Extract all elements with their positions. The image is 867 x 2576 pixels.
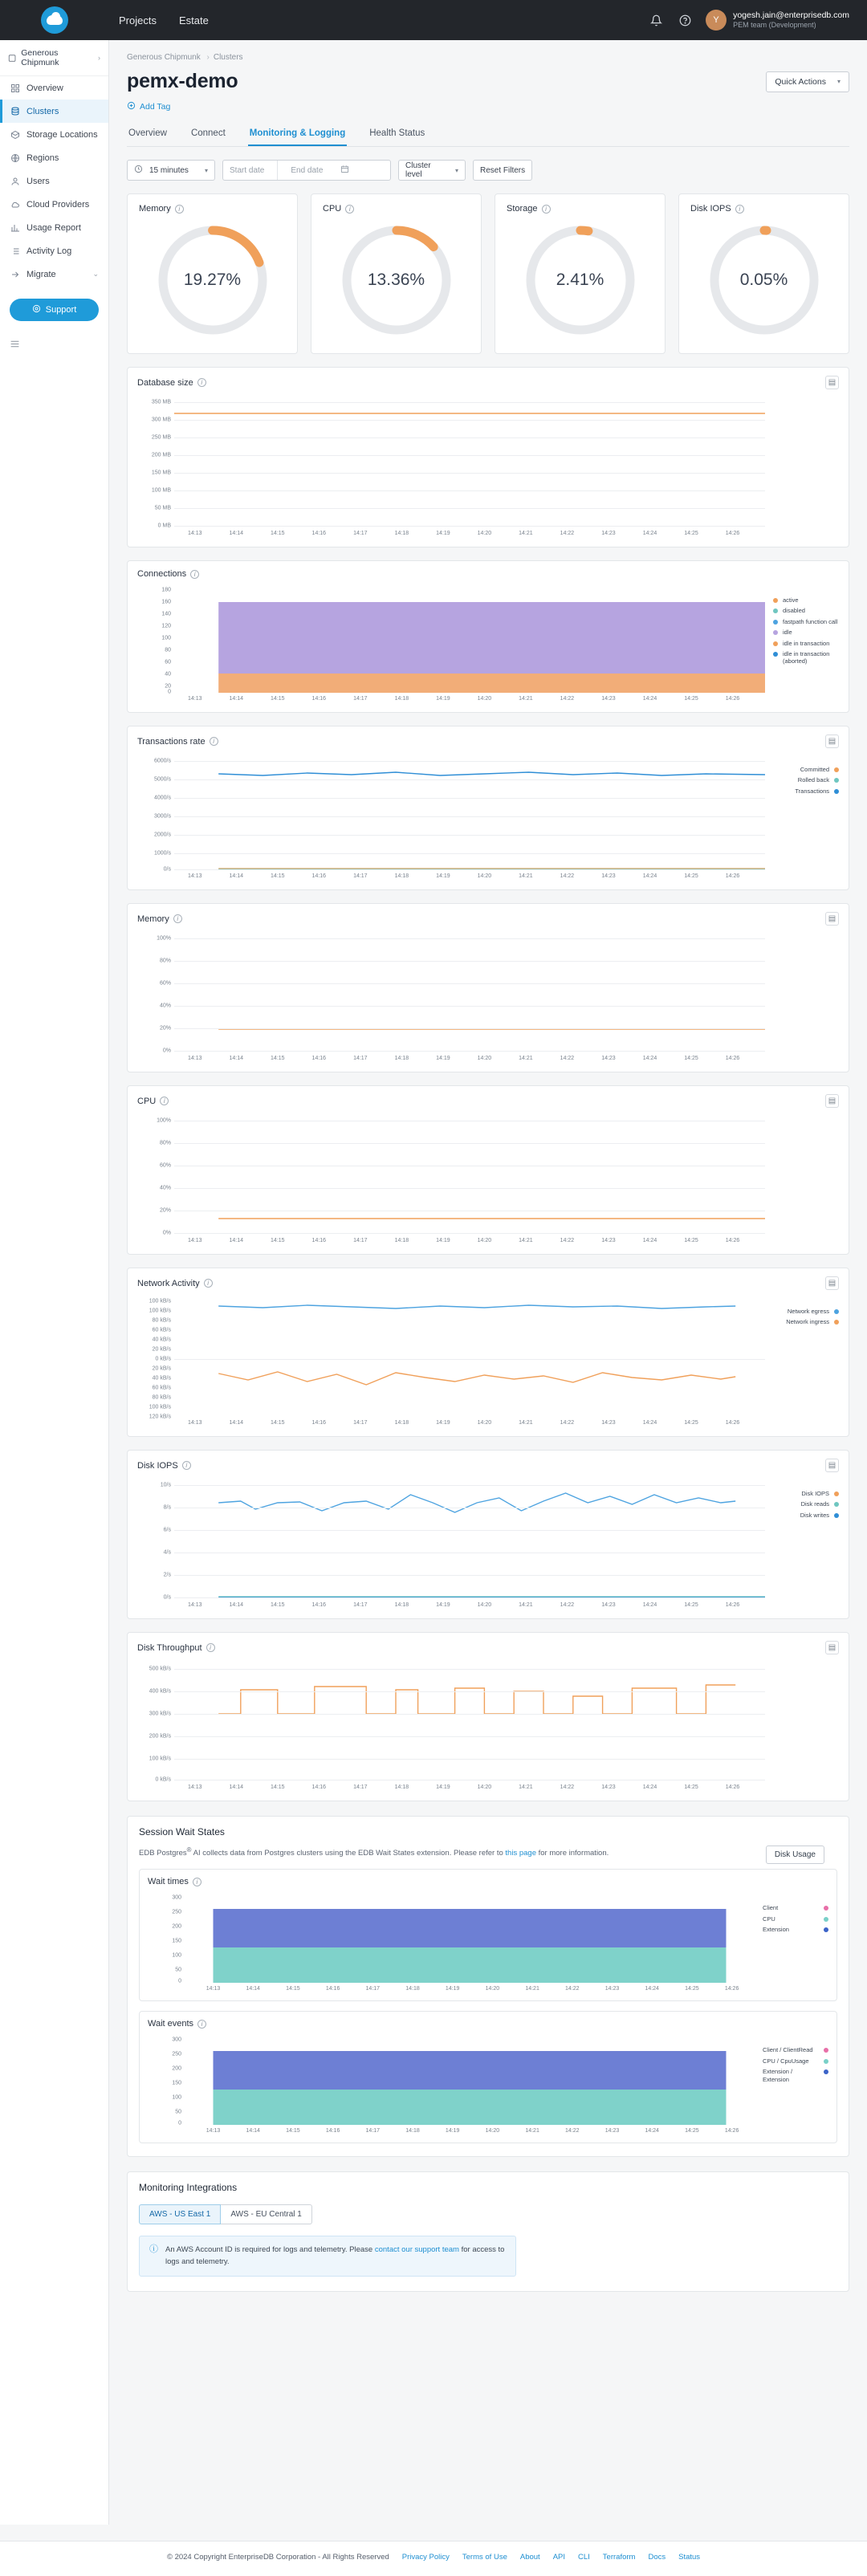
edb-cloud-logo-icon[interactable]: [0, 0, 109, 40]
lifebuoy-icon: [32, 304, 41, 315]
panel-cpu: [127, 1085, 849, 1255]
gauge-value: 13.36%: [367, 271, 425, 289]
plot-grid: [174, 1114, 765, 1235]
gauge-value: 2.41%: [556, 271, 604, 289]
plot-grid: [174, 1479, 765, 1599]
subpanel-wait-times: [139, 1869, 837, 2001]
x-axis: 14:13 14:14 14:15 14:16 14:17 14:18 14:19 14:20 14:21 14:22 14:23 14:24 14:25 14:26: [187, 1420, 740, 1426]
y-axis: 300 250 200 150 100 50 0: [172, 1894, 181, 1984]
gauge-title: Disk IOPS: [690, 204, 731, 214]
tab-bar: [127, 124, 849, 147]
top-nav: [119, 14, 209, 26]
sidebar-item-activity-log[interactable]: [0, 239, 108, 262]
cluster-level-value: Cluster level: [405, 161, 431, 179]
database-icon: [10, 106, 20, 116]
gauge-dial: [704, 220, 824, 340]
gauge-title: CPU: [323, 204, 342, 214]
sidebar-item-label: Cloud Providers: [26, 199, 90, 210]
sidebar-item-label: Users: [26, 176, 50, 186]
sidebar-item-clusters[interactable]: [0, 100, 108, 123]
sidebar-item-migrate[interactable]: [0, 262, 108, 286]
help-circle-icon[interactable]: [677, 12, 693, 28]
chart-icon: [10, 222, 20, 233]
gauge-dial: [336, 220, 457, 340]
sidebar-collapse-toggle[interactable]: [0, 334, 108, 356]
legend: [765, 932, 839, 1065]
panel-title: Disk Throughput: [137, 1642, 202, 1653]
gauge-title: Storage: [507, 204, 538, 214]
info-icon[interactable]: i: [345, 205, 354, 214]
desc-pre: EDB Postgres: [139, 1849, 187, 1858]
gauge-card-disk-iops: [678, 193, 849, 354]
add-tag-label: Add Tag: [140, 102, 171, 112]
page-title-row: [127, 70, 849, 93]
sidebar-item-storage-locations[interactable]: [0, 123, 108, 146]
notice-post: for access to logs and telemetry.: [165, 2245, 505, 2266]
panel-title: CPU: [137, 1096, 157, 1106]
page-footer: [0, 2541, 867, 2576]
y-axis: 6000/s 5000/s 4000/s 3000/s 2000/s 1000/s 0/s: [153, 758, 171, 873]
legend-item: fastpath function call: [773, 618, 839, 625]
breadcrumb: [127, 53, 849, 62]
filter-bar: [127, 160, 849, 181]
y-axis: 100% 80% 60% 40% 20% 0%: [157, 935, 171, 1054]
legend: [765, 1296, 839, 1430]
panel-monitoring-integrations: [127, 2171, 849, 2292]
info-icon[interactable]: i: [182, 1461, 191, 1470]
chevron-down-icon: ▾: [454, 166, 458, 174]
tab-health-status[interactable]: Health Status: [369, 128, 425, 138]
tab-monitoring-and-logging[interactable]: Monitoring & Logging: [248, 124, 347, 146]
add-tag-button[interactable]: [127, 101, 849, 112]
gauge-card-memory: [127, 193, 298, 354]
sidebar-item-overview[interactable]: [0, 76, 108, 100]
series-line: [174, 1114, 765, 1235]
clock-icon: [134, 165, 143, 176]
panel-title: Transactions rate: [137, 736, 206, 747]
gauge-value: 0.05%: [739, 271, 788, 289]
end-date-field[interactable]: [284, 161, 356, 180]
gauge-dial: [153, 220, 273, 340]
panel-disk-throughput: [127, 1632, 849, 1801]
panel-title: Memory: [137, 914, 169, 924]
legend-item: Network ingress: [773, 1318, 839, 1325]
support-label: Support: [45, 305, 77, 315]
panel-database-size: [127, 367, 849, 547]
avatar: Y: [706, 10, 727, 31]
x-axis: 14:13 14:14 14:15 14:16 14:17 14:18 14:19 14:20 14:21 14:22 14:23 14:24 14:25 14:26: [187, 696, 740, 702]
legend-item: active: [773, 596, 839, 604]
gauge-card-storage: [495, 193, 666, 354]
footer-link-docs[interactable]: Docs: [648, 2553, 666, 2562]
panel-memory: [127, 903, 849, 1072]
panel-menu-button[interactable]: ▤: [825, 376, 839, 389]
sidebar-item-label: Activity Log: [26, 246, 72, 256]
y-axis: 350 MB 300 MB 250 MB 200 MB 150 MB 100 MB 50 MB 0 MB: [151, 399, 171, 529]
plot-grid: [185, 1893, 755, 1983]
session-wait-states-title: Session Wait States: [139, 1826, 225, 1837]
x-axis: 14:13 14:14 14:15 14:16 14:17 14:18 14:19 14:20 14:21 14:22 14:23 14:24 14:25 14:26: [206, 1986, 739, 1992]
legend: [765, 396, 839, 540]
x-axis: 14:13 14:14 14:15 14:16 14:17 14:18 14:19 14:20 14:21 14:22 14:23 14:24 14:25 14:26: [187, 1056, 740, 1061]
plot-grid: [174, 396, 765, 527]
info-icon[interactable]: i: [204, 1279, 213, 1288]
legend-item: Disk writes: [773, 1512, 839, 1519]
grid-icon: [10, 83, 20, 93]
info-icon: ⓘ: [149, 2244, 158, 2255]
footer-link-terraform[interactable]: Terraform: [602, 2553, 636, 2562]
aws-account-notice: [139, 2236, 516, 2277]
tab-connect[interactable]: Connect: [190, 128, 226, 138]
end-date-placeholder: End date: [291, 165, 324, 175]
start-date-placeholder: Start date: [230, 165, 265, 175]
user-icon: [10, 176, 20, 186]
gauge-row: [127, 193, 849, 354]
chevron-down-icon: ▾: [204, 166, 208, 174]
footer-link-status[interactable]: Status: [678, 2553, 701, 2562]
sidebar-org-selector[interactable]: [0, 40, 108, 76]
disk-usage-button[interactable]: Disk Usage: [766, 1846, 824, 1864]
panel-title: Network Activity: [137, 1278, 200, 1288]
panel-session-wait-states: [127, 1816, 849, 2157]
y-axis: 180 160 140 120 100 80 60 40 20 0: [161, 587, 171, 695]
panel-menu-button[interactable]: ▤: [825, 1641, 839, 1654]
support-team-link[interactable]: contact our support team: [374, 2245, 459, 2255]
x-axis: 14:13 14:14 14:15 14:16 14:17 14:18 14:19 14:20 14:21 14:22 14:23 14:24 14:25 14:26: [187, 1602, 740, 1608]
legend: [765, 1479, 839, 1612]
legend: [755, 2035, 828, 2138]
top-nav-projects[interactable]: Projects: [119, 14, 157, 26]
main-content: [109, 40, 867, 2292]
plot-grid: [174, 1296, 765, 1417]
legend-item: Client / ClientRead: [763, 2046, 828, 2053]
divider: [277, 161, 278, 180]
series-lines: [174, 1479, 765, 1599]
gauge-title: Memory: [139, 204, 171, 214]
gauge-dial: [520, 220, 641, 340]
x-axis: 14:13 14:14 14:15 14:16 14:17 14:18 14:19 14:20 14:21 14:22 14:23 14:24 14:25 14:26: [187, 531, 740, 536]
legend-item: Transactions: [773, 787, 839, 795]
sidebar-item-label: Usage Report: [26, 222, 81, 233]
collapse-icon: [10, 339, 20, 349]
panel-connections: [127, 560, 849, 713]
breadcrumb-item-clusters[interactable]: › Clusters: [203, 53, 243, 62]
legend: [765, 1661, 839, 1794]
info-icon[interactable]: i: [210, 737, 218, 746]
start-date-field[interactable]: [223, 161, 271, 180]
sidebar-item-label: Regions: [26, 153, 59, 163]
desc-post: for more information.: [535, 1849, 609, 1858]
cluster-level-select[interactable]: [398, 160, 466, 181]
info-icon[interactable]: i: [735, 205, 744, 214]
plot-grid: [174, 755, 765, 870]
legend-item: Extension / Extension: [763, 2068, 828, 2083]
region-tab-group: [139, 2204, 837, 2224]
series-area: [185, 2035, 755, 2125]
top-nav-estate[interactable]: Estate: [178, 14, 209, 26]
series-area: [174, 585, 765, 693]
this-page-link[interactable]: this page: [505, 1849, 536, 1858]
y-axis: 100 kB/s 100 kB/s 80 kB/s 60 kB/s 40 kB/s 20 kB/s 0 kB/s 20 kB/s 40 kB/s 60 kB/s 80 kB/s 100 kB/s 120 kB/s: [149, 1298, 171, 1420]
y-axis: 500 kB/s 400 kB/s 300 kB/s 200 kB/s 100 kB/s 0 kB/s: [149, 1666, 171, 1783]
legend-item: idle in transaction: [773, 640, 839, 647]
panel-transactions-rate: [127, 726, 849, 890]
y-axis: 10/s 8/s 6/s 4/s 2/s 0/s: [160, 1482, 171, 1601]
series-area: [185, 1893, 755, 1983]
notice-pre: An AWS Account ID is required for logs and telemetry. Please: [165, 2245, 375, 2255]
region-tab-aws-us-east-1[interactable]: AWS - US East 1: [139, 2204, 221, 2224]
info-icon[interactable]: i: [197, 2020, 206, 2029]
x-axis: 14:13 14:14 14:15 14:16 14:17 14:18 14:19 14:20 14:21 14:22 14:23 14:24 14:25 14:26: [187, 873, 740, 879]
x-axis: 14:13 14:14 14:15 14:16 14:17 14:18 14:19 14:20 14:21 14:22 14:23 14:24 14:25 14:26: [187, 1784, 740, 1790]
panel-title: Wait times: [148, 1877, 189, 1887]
quick-actions-button[interactable]: [766, 71, 849, 92]
legend-item: Committed: [773, 766, 839, 773]
info-icon[interactable]: i: [173, 914, 182, 923]
legend-item: CPU / CpuUsage: [763, 2057, 828, 2065]
gauge-card-cpu: [311, 193, 482, 354]
monitoring-integrations-title: Monitoring Integrations: [139, 2182, 238, 2194]
support-button[interactable]: [10, 299, 99, 321]
series-lines: [174, 1296, 765, 1417]
reset-filters-button[interactable]: [473, 160, 532, 181]
info-icon[interactable]: i: [206, 1643, 215, 1652]
top-bar-right: [648, 10, 849, 31]
sidebar-item-cloud-providers[interactable]: [0, 193, 108, 216]
panel-menu-button[interactable]: ▤: [825, 1459, 839, 1472]
panel-disk-iops: [127, 1450, 849, 1619]
legend-item: Extension: [763, 1926, 828, 1933]
user-team: PEM team (Development): [733, 20, 816, 29]
footer-link-terms-of-use[interactable]: Terms of Use: [462, 2553, 507, 2562]
sidebar-item-label: Overview: [26, 83, 63, 93]
interval-value: 15 minutes: [149, 165, 189, 175]
panel-menu-button[interactable]: ▤: [825, 912, 839, 926]
session-wait-states-description: [139, 1846, 749, 1859]
user-menu[interactable]: [706, 10, 849, 31]
date-range-picker[interactable]: [222, 160, 391, 181]
cloud-icon: [10, 199, 20, 210]
plot-grid: [174, 585, 765, 693]
legend: [765, 585, 839, 706]
series-step-line: [174, 1661, 765, 1781]
tab-overview[interactable]: Overview: [128, 128, 167, 138]
breadcrumb-item-org[interactable]: Generous Chipmunk: [127, 53, 201, 62]
gauge-value: 19.27%: [183, 271, 242, 289]
subpanel-wait-events: [139, 2011, 837, 2143]
desc-mid: AI collects data from Postgres clusters using the EDB Wait States extension. Please refer to: [191, 1849, 506, 1858]
sidebar-item-label: Migrate: [26, 269, 56, 279]
legend: [765, 1114, 839, 1247]
footer-link-api[interactable]: API: [552, 2553, 565, 2562]
notification-bell-icon[interactable]: [648, 12, 664, 28]
plot-grid: [174, 1661, 765, 1781]
legend-item: Disk IOPS: [773, 1490, 839, 1497]
globe-icon: [10, 153, 20, 163]
sidebar-org-label: Generous Chipmunk: [21, 48, 59, 67]
desc-sup: ®: [186, 1846, 192, 1854]
top-bar: [0, 0, 867, 40]
panel-title: Wait events: [148, 2019, 194, 2029]
panel-title: Disk IOPS: [137, 1460, 178, 1471]
info-icon[interactable]: i: [175, 205, 184, 214]
panel-menu-button[interactable]: ▤: [825, 735, 839, 748]
quick-actions-label: Quick Actions: [775, 76, 826, 87]
panel-network-activity: [127, 1268, 849, 1437]
panel-menu-button[interactable]: ▤: [825, 1276, 839, 1290]
panel-menu-button[interactable]: ▤: [825, 1094, 839, 1108]
sidebar-item-label: Storage Locations: [26, 129, 98, 140]
footer-link-about[interactable]: About: [519, 2553, 540, 2562]
plus-circle-icon: [127, 101, 136, 112]
info-icon[interactable]: i: [197, 378, 206, 387]
footer-link-cli[interactable]: CLI: [578, 2553, 590, 2562]
sidebar-item-regions[interactable]: [0, 146, 108, 169]
reset-filters-label: Reset Filters: [480, 165, 526, 175]
legend: [765, 755, 839, 883]
arrow-right-icon: [10, 269, 20, 279]
legend-item: idle in transaction (aborted): [773, 650, 839, 665]
sidebar-item-label: Clusters: [26, 106, 59, 116]
legend-item: CPU: [763, 1915, 828, 1923]
panel-title: Connections: [137, 569, 187, 579]
sidebar: [0, 40, 109, 2525]
x-axis: 14:13 14:14 14:15 14:16 14:17 14:18 14:19 14:20 14:21 14:22 14:23 14:24 14:25 14:26: [187, 1238, 740, 1243]
calendar-icon: [340, 165, 349, 176]
sidebar-item-users[interactable]: [0, 169, 108, 193]
x-axis: 14:13 14:14 14:15 14:16 14:17 14:18 14:19 14:20 14:21 14:22 14:23 14:24 14:25 14:26: [206, 2128, 739, 2134]
info-icon[interactable]: i: [160, 1097, 169, 1105]
info-icon[interactable]: i: [542, 205, 551, 214]
y-axis: 100% 80% 60% 40% 20% 0%: [157, 1117, 171, 1236]
legend-item: idle: [773, 629, 839, 636]
legend-item: Client: [763, 1904, 828, 1911]
plot-grid: [174, 932, 765, 1052]
plot-grid: [185, 2035, 755, 2125]
interval-select[interactable]: [127, 160, 215, 181]
legend-item: Disk reads: [773, 1500, 839, 1508]
y-axis: 300 250 200 150 100 50 0: [172, 2037, 181, 2126]
org-icon: [8, 54, 16, 63]
chevron-down-icon: ▾: [836, 78, 841, 85]
chevron-down-icon: ⌄: [92, 270, 99, 278]
user-email: yogesh.jain@enterprisedb.com: [733, 10, 849, 20]
footer-link-privacy-policy[interactable]: Privacy Policy: [401, 2553, 450, 2562]
copyright-text: © 2024 Copyright EnterpriseDB Corporation - All Rights Reserved: [166, 2553, 389, 2562]
series-line: [174, 932, 765, 1052]
info-icon[interactable]: i: [193, 1878, 201, 1886]
legend-item: Rolled back: [773, 776, 839, 783]
panel-title: Database size: [137, 377, 193, 388]
page-title: pemx-demo: [127, 70, 238, 92]
legend-item: disabled: [773, 607, 839, 614]
chevron-right-icon: ›: [98, 54, 100, 62]
box-icon: [10, 129, 20, 140]
list-icon: [10, 246, 20, 256]
legend: [755, 1893, 828, 1996]
sidebar-item-usage-report[interactable]: [0, 216, 108, 239]
info-icon[interactable]: i: [190, 570, 199, 579]
region-tab-aws-eu-central-1[interactable]: AWS - EU Central 1: [221, 2204, 312, 2224]
legend-item: Network egress: [773, 1308, 839, 1315]
